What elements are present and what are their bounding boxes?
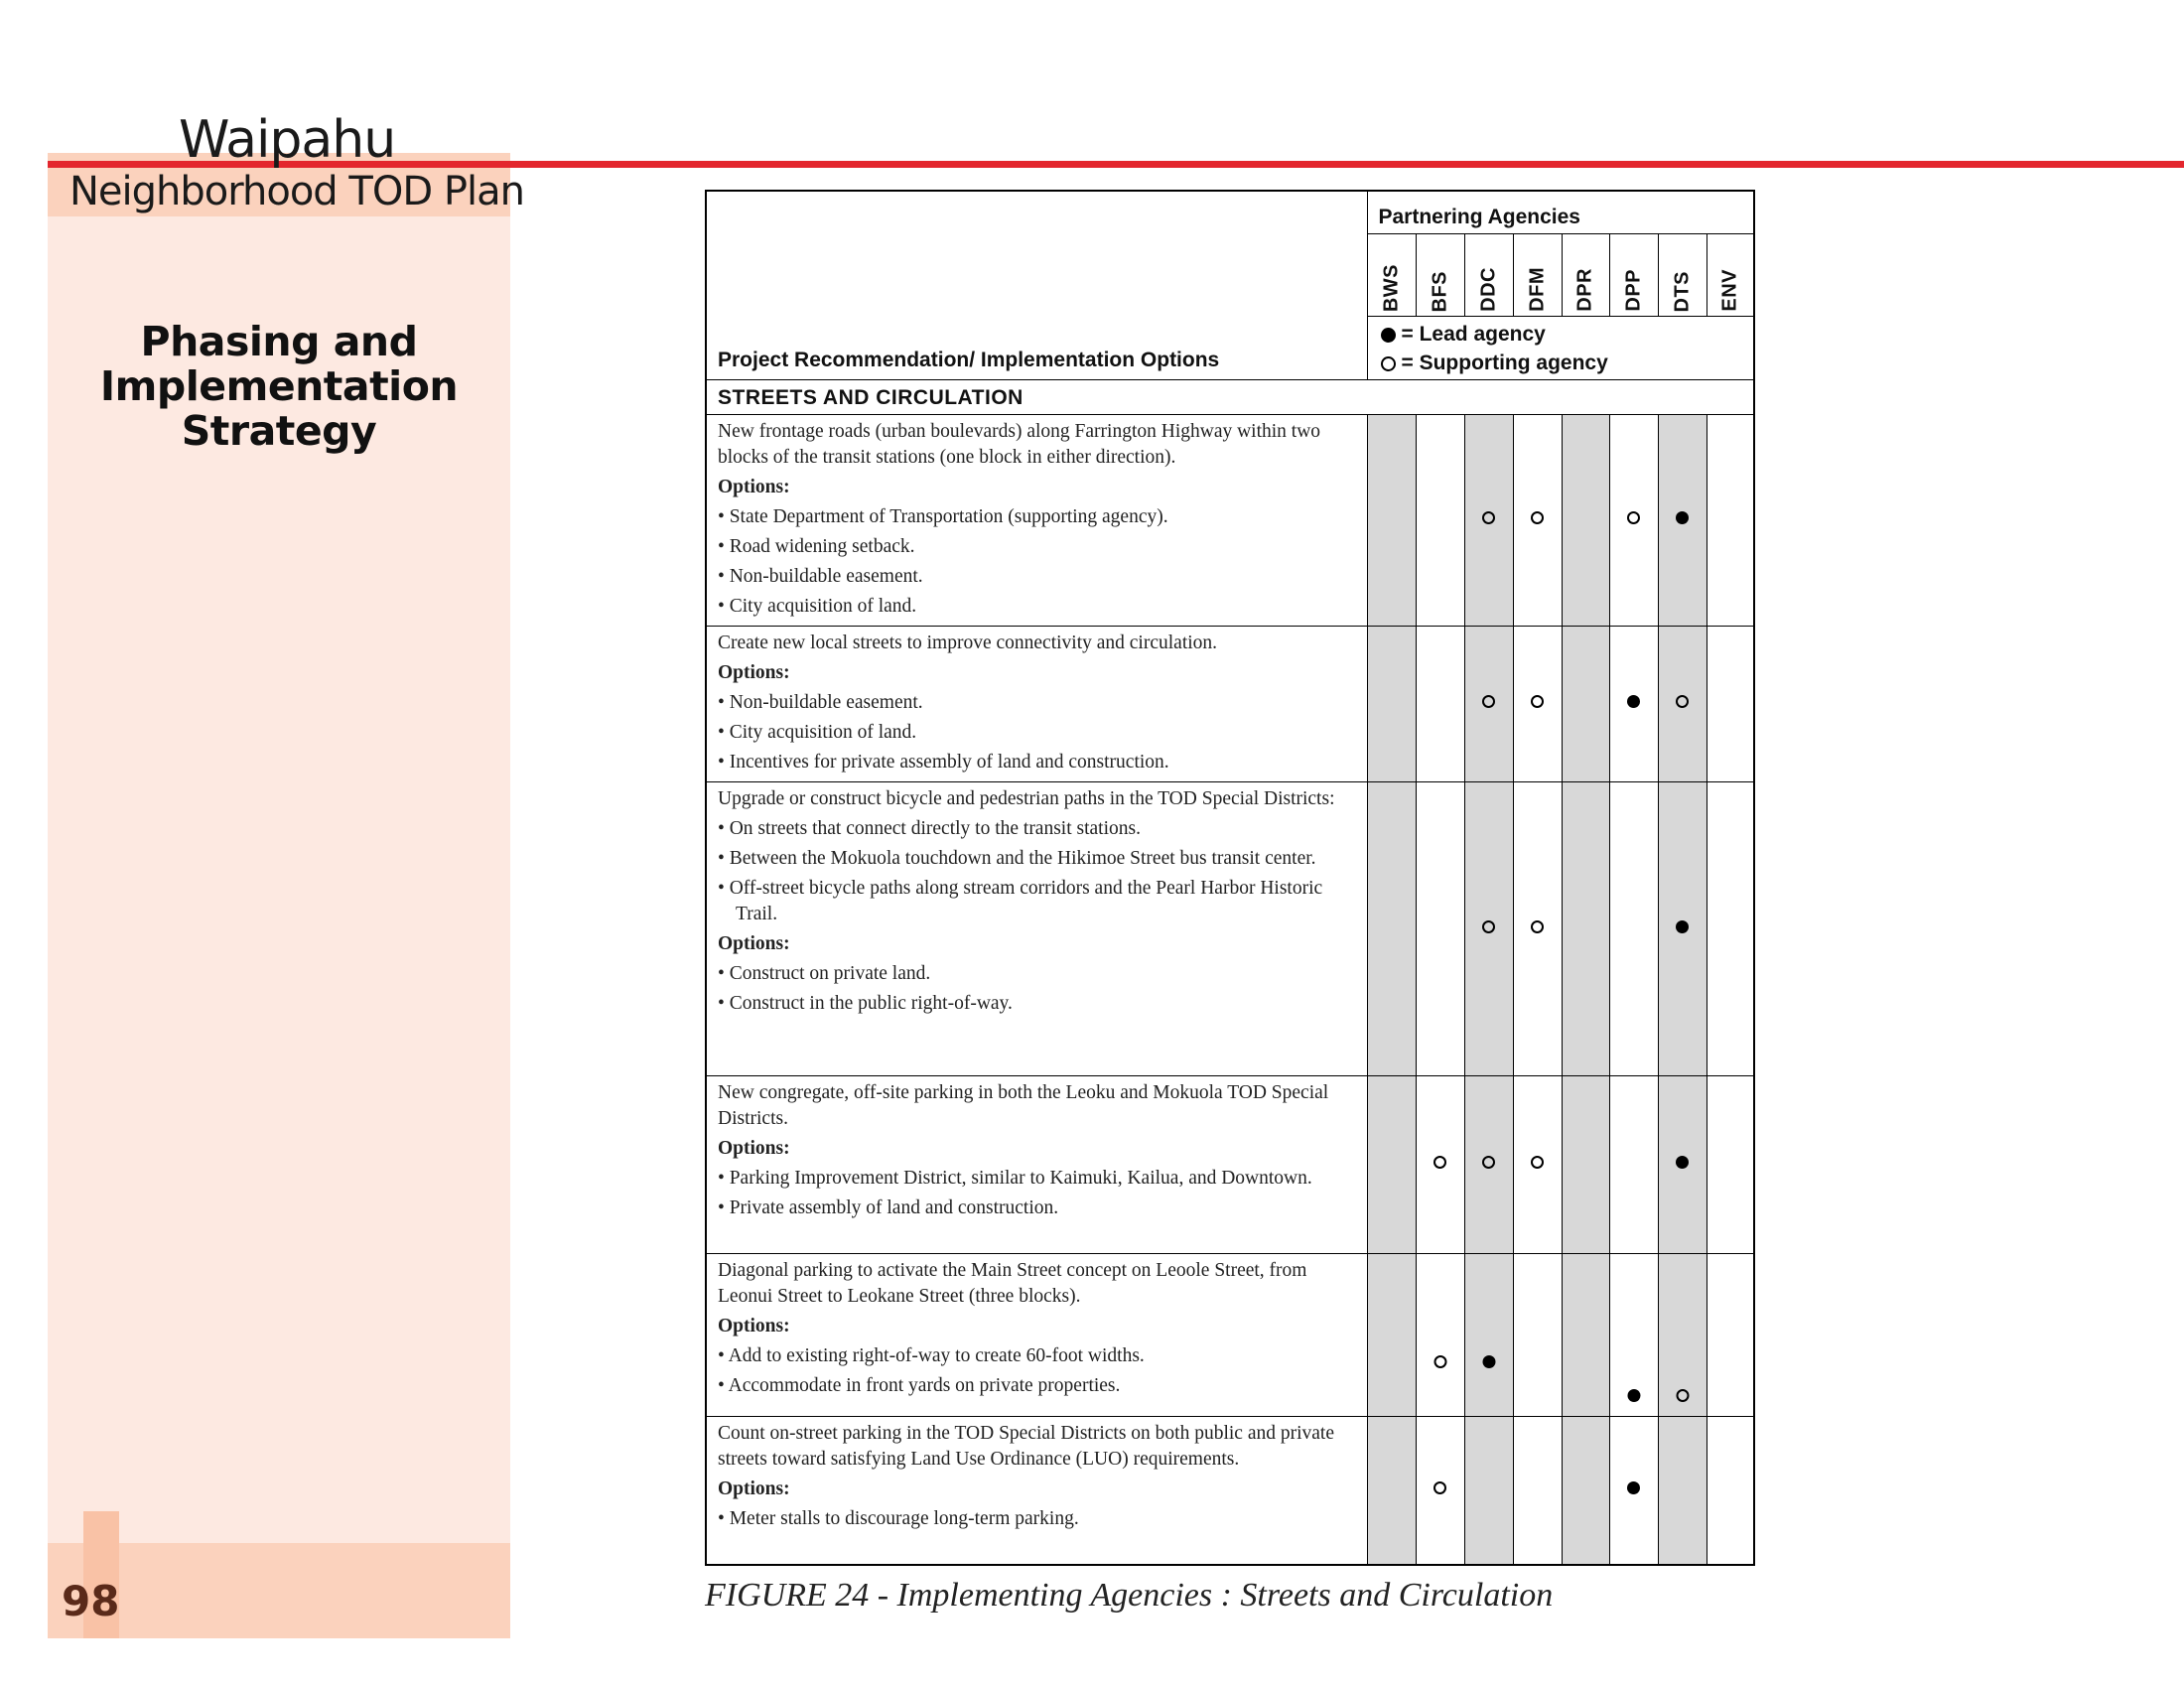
option-bullet: • City acquisition of land. <box>718 596 917 617</box>
support-circle-icon <box>1531 1156 1544 1169</box>
lead-dot-icon <box>1627 695 1640 708</box>
option-bullet: • Non-buildable easement. <box>718 566 923 587</box>
agency-column-header <box>1562 234 1609 317</box>
legend <box>1367 317 1754 380</box>
agency-mark-cell <box>1562 1076 1609 1254</box>
bullet-text: City acquisition of land. <box>729 722 917 743</box>
support-circle-icon <box>1482 511 1495 524</box>
agency-column-header <box>1609 234 1658 317</box>
agency-mark-cell <box>1416 782 1464 1076</box>
agency-mark-cell <box>1609 1254 1658 1417</box>
lead-dot-icon <box>1676 1156 1689 1169</box>
agency-mark-cell <box>1658 1254 1706 1417</box>
support-circle-icon <box>1433 1481 1446 1494</box>
agency-mark-cell <box>1367 1254 1416 1417</box>
table-row <box>706 782 1754 1076</box>
option-bullet: • Incentives for private assembly of land and construction. <box>718 752 1169 773</box>
agency-matrix-table <box>705 190 1755 1566</box>
support-circle-icon <box>1482 1156 1495 1169</box>
table-row <box>706 415 1754 627</box>
table-row <box>706 1417 1754 1565</box>
figure-caption: FIGURE 24 - Implementing Agencies : Streets and Circulation <box>705 1577 1554 1614</box>
support-circle-icon <box>1531 695 1544 708</box>
option-bullet: • Parking Improvement District, similar to Kaimuki, Kailua, and Downtown. <box>718 1168 1312 1189</box>
lead-dot-icon <box>1627 1481 1640 1494</box>
option-bullet: • Construct on private land. <box>718 963 931 984</box>
agency-mark-cell <box>1464 1254 1513 1417</box>
agency-mark-cell <box>1706 627 1754 782</box>
options-label: Options: <box>718 1316 790 1336</box>
options-label: Options: <box>718 933 790 954</box>
option-bullet: • State Department of Transportation (supporting agency). <box>718 506 1168 527</box>
agency-mark-cell <box>1513 627 1562 782</box>
agency-code: DPP <box>1622 269 1644 312</box>
lead-dot-icon <box>1381 328 1396 343</box>
bullet-text: On streets that connect directly to the transit stations. <box>729 818 1141 839</box>
option-bullet: • Add to existing right-of-way to create 60-foot widths. <box>718 1345 1145 1366</box>
option-bullet: • Road widening setback. <box>718 536 915 557</box>
agency-mark-cell <box>1464 415 1513 627</box>
agency-mark-cell <box>1464 627 1513 782</box>
agency-mark-cell <box>1367 782 1416 1076</box>
option-bullet: • Private assembly of land and construction. <box>718 1197 1059 1218</box>
agency-mark-cell <box>1464 1417 1513 1565</box>
bullet-text: Construct in the public right-of-way. <box>729 993 1013 1014</box>
lead-dot-icon <box>1482 1355 1495 1368</box>
agency-mark-cell <box>1367 1417 1416 1565</box>
agency-column-header <box>1658 234 1706 317</box>
agency-column-header <box>1416 234 1464 317</box>
support-circle-icon <box>1381 356 1396 371</box>
table-row <box>706 1254 1754 1417</box>
agency-mark-cell <box>1706 782 1754 1076</box>
document-title: Waipahu <box>179 110 396 170</box>
bullet-text: Accommodate in front yards on private properties. <box>728 1375 1121 1396</box>
recommendation-text: New frontage roads (urban boulevards) along Farrington Highway within two blocks of the transit stations (one block in either direction). <box>718 421 1321 468</box>
agency-code: ENV <box>1718 269 1741 312</box>
agency-mark-cell <box>1416 415 1464 627</box>
agency-mark-cell <box>1416 1076 1464 1254</box>
support-circle-icon <box>1482 695 1495 708</box>
agency-mark-cell <box>1562 627 1609 782</box>
support-circle-icon <box>1531 511 1544 524</box>
section-title: Phasing and Implementation Strategy <box>99 318 459 455</box>
agency-mark-cell <box>1464 1076 1513 1254</box>
agency-column-header <box>1464 234 1513 317</box>
lead-dot-icon <box>1627 1389 1640 1402</box>
agency-mark-cell <box>1562 1417 1609 1565</box>
agency-code: BWS <box>1380 263 1402 312</box>
agency-mark-cell <box>1706 1417 1754 1565</box>
agency-mark-cell <box>1658 627 1706 782</box>
options-label: Options: <box>718 1138 790 1159</box>
agency-mark-cell <box>1562 415 1609 627</box>
recommendation-cell <box>706 782 1367 1076</box>
agency-mark-cell <box>1464 782 1513 1076</box>
page-number: 98 <box>62 1577 120 1625</box>
agency-mark-cell <box>1513 1417 1562 1565</box>
recommendation-cell <box>706 415 1367 627</box>
bullet-text: Non-buildable easement. <box>729 566 923 587</box>
agency-mark-cell <box>1513 1254 1562 1417</box>
agency-mark-cell <box>1513 782 1562 1076</box>
support-circle-icon <box>1676 695 1689 708</box>
document-subtitle: Neighborhood TOD Plan <box>69 169 524 214</box>
option-bullet: • Non-buildable easement. <box>718 692 923 713</box>
legend-lead-label: = Lead agency <box>1401 323 1546 346</box>
agency-mark-cell <box>1658 782 1706 1076</box>
option-bullet: • Accommodate in front yards on private properties. <box>718 1375 1121 1396</box>
agency-mark-cell <box>1609 782 1658 1076</box>
agency-mark-cell <box>1416 1417 1464 1565</box>
options-label: Options: <box>718 662 790 683</box>
agency-mark-cell <box>1562 1254 1609 1417</box>
table-row <box>706 1076 1754 1254</box>
agency-mark-cell <box>1609 627 1658 782</box>
recommendation-text: Count on-street parking in the TOD Special Districts on both public and private streets toward satisfying Land Use Ordinance (LUO) requirements. <box>718 1423 1335 1470</box>
lead-dot-icon <box>1676 511 1689 524</box>
agency-mark-cell <box>1513 415 1562 627</box>
agency-code: DTS <box>1671 270 1693 312</box>
bullet-text: Incentives for private assembly of land and construction. <box>729 752 1169 773</box>
agency-column-header <box>1513 234 1562 317</box>
options-label: Options: <box>718 1478 790 1499</box>
bullet-text: City acquisition of land. <box>729 596 917 617</box>
legend-support-label: = Supporting agency <box>1401 352 1608 374</box>
agency-mark-cell <box>1416 627 1464 782</box>
recommendation-text: Create new local streets to improve connectivity and circulation. <box>718 633 1218 653</box>
agency-mark-cell <box>1367 415 1416 627</box>
recommendation-bullet: • On streets that connect directly to the transit stations. <box>718 818 1141 839</box>
recommendation-bullet: • Off-street bicycle paths along stream corridors and the Pearl Harbor Historic Trail. <box>718 878 1323 924</box>
recommendation-bullet: • Between the Mokuola touchdown and the Hikimoe Street bus transit center. <box>718 848 1316 869</box>
bullet-text: State Department of Transportation (supporting agency). <box>729 506 1168 527</box>
agency-mark-cell <box>1706 1076 1754 1254</box>
agency-code: DDC <box>1477 267 1499 312</box>
agency-mark-cell <box>1513 1076 1562 1254</box>
agency-mark-cell <box>1658 1076 1706 1254</box>
support-circle-icon <box>1627 511 1640 524</box>
partnering-agencies-header: Partnering Agencies <box>1367 191 1754 234</box>
support-circle-icon <box>1433 1355 1446 1368</box>
bullet-text: Parking Improvement District, similar to Kaimuki, Kailua, and Downtown. <box>729 1168 1312 1189</box>
bullet-text: Between the Mokuola touchdown and the Hikimoe Street bus transit center. <box>729 848 1316 869</box>
option-bullet: • Meter stalls to discourage long-term parking. <box>718 1508 1079 1529</box>
recommendation-text: New congregate, off-site parking in both the Leoku and Mokuola TOD Special Districts. <box>718 1082 1329 1129</box>
agency-mark-cell <box>1367 1076 1416 1254</box>
agency-code: DFM <box>1526 267 1548 312</box>
agency-mark-cell <box>1609 1417 1658 1565</box>
bullet-text: Non-buildable easement. <box>729 692 923 713</box>
recommendation-cell <box>706 1076 1367 1254</box>
agency-mark-cell <box>1416 1254 1464 1417</box>
agency-mark-cell <box>1609 415 1658 627</box>
recommendation-cell <box>706 1254 1367 1417</box>
agency-mark-cell <box>1609 1076 1658 1254</box>
section-heading: STREETS AND CIRCULATION <box>706 380 1754 415</box>
recommendation-cell <box>706 1417 1367 1565</box>
agency-mark-cell <box>1367 627 1416 782</box>
project-recommendation-header: Project Recommendation/ Implementation Options <box>706 191 1367 380</box>
agency-code: DPR <box>1573 268 1596 312</box>
bullet-text: Private assembly of land and construction. <box>729 1197 1059 1218</box>
agency-column-header <box>1367 234 1416 317</box>
agency-column-header <box>1706 234 1754 317</box>
table-row <box>706 627 1754 782</box>
bullet-text: Construct on private land. <box>729 963 931 984</box>
bullet-text: Meter stalls to discourage long-term parking. <box>729 1508 1079 1529</box>
agency-mark-cell <box>1706 1254 1754 1417</box>
recommendation-text: Upgrade or construct bicycle and pedestrian paths in the TOD Special Districts: <box>718 788 1335 809</box>
bullet-text: Off-street bicycle paths along stream corridors and the Pearl Harbor Historic Trail. <box>729 878 1323 924</box>
support-circle-icon <box>1676 1389 1689 1402</box>
support-circle-icon <box>1433 1156 1446 1169</box>
agency-mark-cell <box>1658 415 1706 627</box>
bullet-text: Road widening setback. <box>729 536 915 557</box>
agency-mark-cell <box>1658 1417 1706 1565</box>
support-circle-icon <box>1482 920 1495 933</box>
agency-mark-cell <box>1706 415 1754 627</box>
lead-dot-icon <box>1676 920 1689 933</box>
agency-code: BFS <box>1429 270 1450 312</box>
bullet-text: Add to existing right-of-way to create 60-foot widths. <box>728 1345 1145 1366</box>
recommendation-text: Diagonal parking to activate the Main Street concept on Leoole Street, from Leonui Street to Leokane Street (three blocks). <box>718 1260 1307 1307</box>
support-circle-icon <box>1531 920 1544 933</box>
agency-mark-cell <box>1562 782 1609 1076</box>
option-bullet: • City acquisition of land. <box>718 722 917 743</box>
options-label: Options: <box>718 477 790 497</box>
option-bullet: • Construct in the public right-of-way. <box>718 993 1013 1014</box>
recommendation-cell <box>706 627 1367 782</box>
